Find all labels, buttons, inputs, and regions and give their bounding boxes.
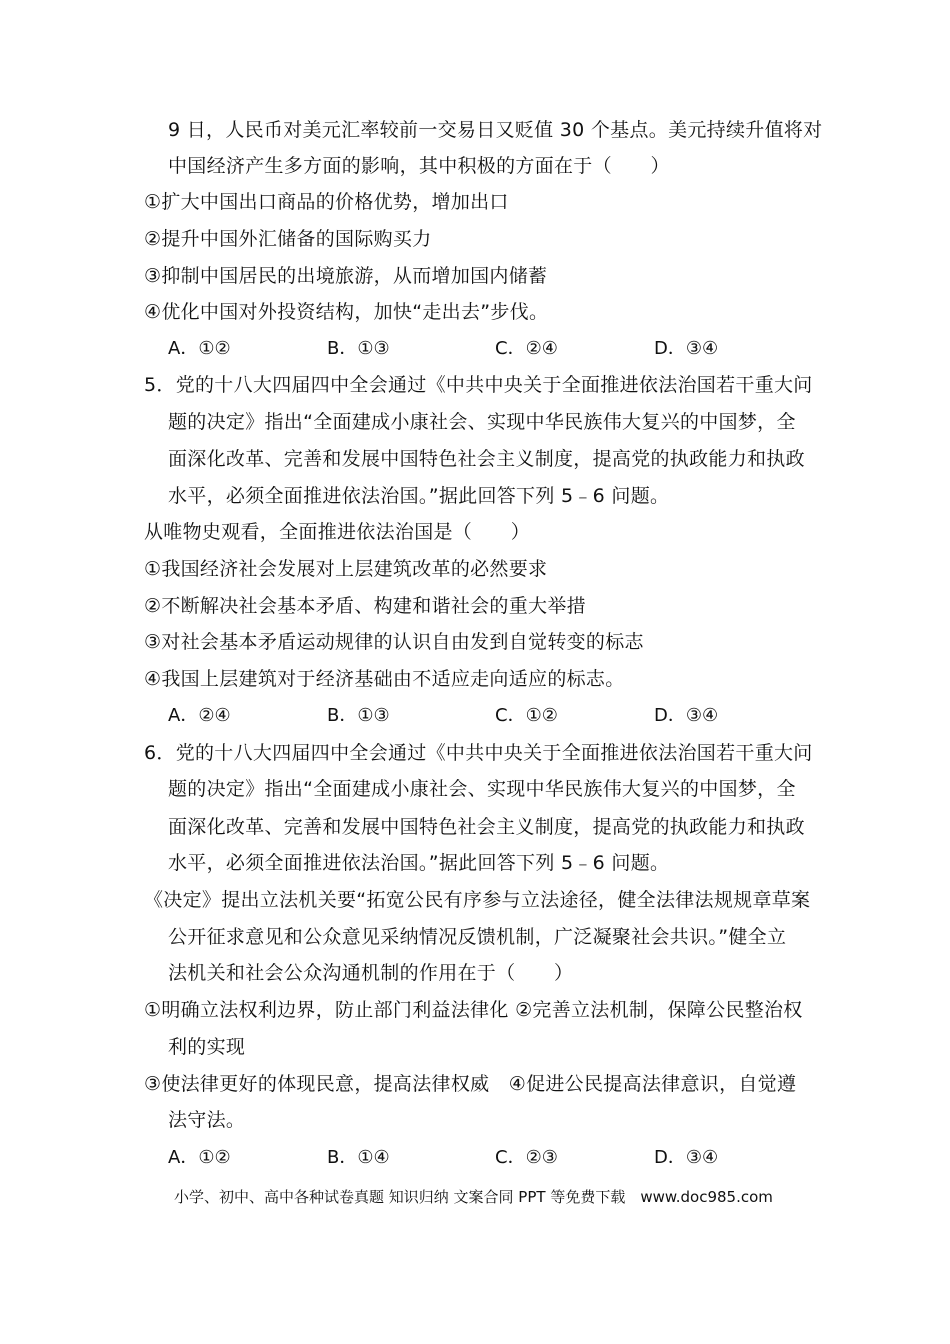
q6-stem-2: 题的决定》指出“全面建成小康社会、实现中华民族伟大复兴的中国梦，全 (168, 778, 796, 800)
q6-item-3-cont: 法守法。 (168, 1109, 246, 1131)
intro-option-c: C．②④ (495, 338, 558, 359)
q6-question-2: 公开征求意见和公众意见采纳情况反馈机制，广泛凝聚社会共识。”健全立 (168, 926, 787, 948)
intro-item-4: ④优化中国对外投资结构，加快“走出去”步伐。 (144, 301, 549, 323)
intro-option-d: D．③④ (654, 338, 719, 359)
q5-stem-2: 题的决定》指出“全面建成小康社会、实现中华民族伟大复兴的中国梦，全 (168, 411, 796, 433)
intro-option-a: A．①② (168, 338, 231, 359)
q5-option-a: A．②④ (168, 705, 231, 726)
q5-stem-4: 水平，必须全面推进依法治国。”据此回答下列 5﹣6 问题。 (168, 485, 670, 507)
q5-question: 从唯物史观看，全面推进依法治国是（ ） (144, 521, 531, 543)
intro-item-3: ③抑制中国居民的出境旅游，从而增加国内储蓄 (144, 265, 548, 287)
q6-stem-4: 水平，必须全面推进依法治国。”据此回答下列 5﹣6 问题。 (168, 852, 670, 874)
q6-option-a: A．①② (168, 1147, 231, 1168)
q6-option-d: D．③④ (654, 1147, 719, 1168)
q5-stem-3: 面深化改革、完善和发展中国特色社会主义制度，提高党的执政能力和执政 (168, 448, 805, 470)
q5-item-4: ④我国上层建筑对于经济基础由不适应走向适应的标志。 (144, 668, 625, 690)
q5-stem-1: 5．党的十八大四届四中全会通过《中共中央关于全面推进依法治国若干重大问 (144, 374, 813, 396)
q5-option-c: C．①② (495, 705, 558, 726)
q6-stem-3: 面深化改革、完善和发展中国特色社会主义制度，提高党的执政能力和执政 (168, 816, 805, 838)
intro-line-1: 9 日，人民币对美元汇率较前一交易日又贬值 30 个基点。美元持续升值将对 (168, 119, 823, 141)
q6-option-c: C．②③ (495, 1147, 558, 1168)
q5-option-d: D．③④ (654, 705, 719, 726)
q6-question-1: 《决定》提出立法机关要“拓宽公民有序参与立法途径，健全法律法规规章草案 (144, 889, 811, 911)
footer-text: 小学、初中、高中各种试卷真题 知识归纳 文案合同 PPT 等免费下载 www.doc985.com (174, 1188, 773, 1206)
q6-question-3: 法机关和社会公众沟通机制的作用在于（ ） (168, 962, 574, 984)
q5-option-b: B．①③ (327, 705, 390, 726)
intro-item-2: ②提升中国外汇储备的国际购买力 (144, 228, 432, 250)
q6-stem-1: 6．党的十八大四届四中全会通过《中共中央关于全面推进依法治国若干重大问 (144, 742, 813, 764)
q5-item-2: ②不断解决社会基本矛盾、构建和谐社会的重大举措 (144, 595, 586, 617)
q5-item-1: ①我国经济社会发展对上层建筑改革的必然要求 (144, 558, 548, 580)
q6-option-b: B．①④ (327, 1147, 390, 1168)
intro-line-2: 中国经济产生多方面的影响，其中积极的方面在于（ ） (168, 155, 670, 177)
q5-item-3: ③对社会基本矛盾运动规律的认识自由发到自觉转变的标志 (144, 631, 644, 653)
q6-item-3: ③使法律更好的体现民意，提高法律权威 ④促进公民提高法律意识，自觉遵 (144, 1073, 797, 1095)
intro-option-b: B．①③ (327, 338, 390, 359)
q6-item-1: ①明确立法权利边界，防止部门利益法律化 ②完善立法机制，保障公民整治权 (144, 999, 803, 1021)
intro-item-1: ①扩大中国出口商品的价格优势，增加出口 (144, 191, 509, 213)
q6-item-1-cont: 利的实现 (168, 1036, 246, 1058)
